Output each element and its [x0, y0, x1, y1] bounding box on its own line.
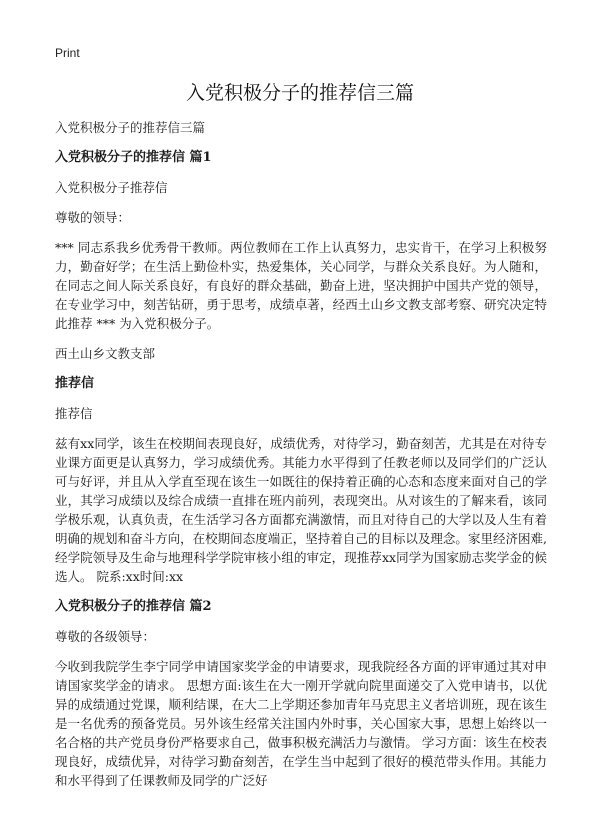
section1-signature: 西土山乡文教支部 — [55, 346, 156, 361]
document-subtitle: 入党积极分子的推荐信三篇 — [55, 120, 206, 135]
section1-subheading: 入党积极分子推荐信 — [55, 180, 168, 195]
page-title: 入党积极分子的推荐信三篇 — [185, 82, 414, 104]
section2-salutation: 尊敬的各级领导： — [55, 629, 156, 644]
letter-body: 兹有xx同学，该生在校期间表现良好，成绩优秀，对待学习，勤奋刻苦，尤其是在对待专业课方面更是认真努力，学习成绩优秀。其能力水平得到了任教老师以及同学们的广泛认可与好评，并且从入学直至现在该生一如既往的保持着正确的心态和态度来面对自己的学业，其学习成绩以及综合成绩一直排在班内前列，表现突出。从对该生的了解来看，该同学极乐观，认真负责，在生活学习各方面都充满激情，而且对待自己的大学以及人生有着明确的规划和奋斗方向，在校期间态度端正，坚持着自己的目标以及理念。家里经济困难,经学院领导及生命与地理科学学院审核小组的审定，现推荐xx同学为国家励志奖学金的候选人。 院系:xx时间:xx — [55, 436, 547, 584]
print-label[interactable]: Print — [55, 46, 80, 60]
document-body — [55, 118, 547, 801]
section1-heading: 入党积极分子的推荐信 篇1 — [55, 150, 212, 165]
section2-heading: 入党积极分子的推荐信 篇2 — [55, 599, 212, 614]
section2-body: 今收到我院学生李宁同学申请国家奖学金的申请要求，现我院经各方面的评审通过其对申请国家奖学金的请求。 思想方面:该生在大一刚开学就向院里面递交了入党申请书，以优异的成绩通过党课，顺利结课，在大二上学期还参加青年马克思主义者培训班，现在该生是一名优秀的预备党员。另外该生经常关注国内外时事，关心国家大事，思想上始终以一名合格的共产党员身份严格要求自己，做事积极充满活力与激情。 学习方面：该生在校表现良好，成绩优异，对待学习勤奋刻苦，在学生当中起到了很好的模范带头作用。其能力和水平得到了任课教师及同学的广泛好 — [55, 659, 547, 788]
letter-subheading: 推荐信 — [55, 406, 93, 421]
section1-salutation: 尊敬的领导： — [55, 210, 131, 225]
letter-heading: 推荐信 — [55, 376, 95, 391]
section1-body: *** 同志系我乡优秀骨干教师。两位教师在工作上认真努力，忠实肯干，在学习上积极努力，勤奋好学；在生活上勤俭朴实，热爱集体，关心同学，与群众关系良好。为人随和，在同志之间人际关系良好，有良好的群众基础，勤奋上进，坚决拥护中国共产党的领导，在专业学习中，刻苦钻研，勇于思考，成绩卓著，经西土山乡文教支部考察、研究决定特此推荐 *** 为入党积极分子。 — [55, 240, 547, 331]
